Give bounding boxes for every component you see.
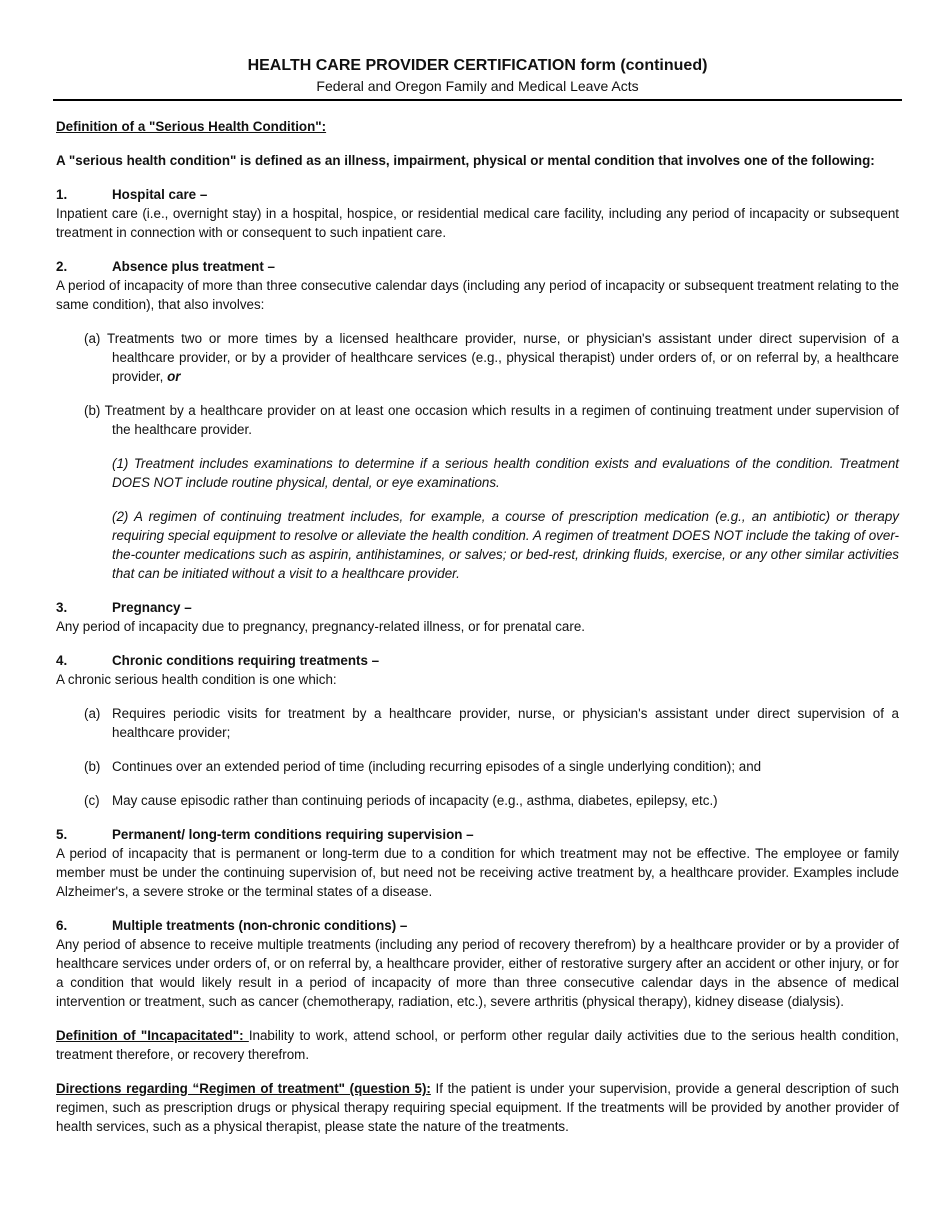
section-body: Any period of absence to receive multiple treatments (including any period of recovery therefrom) by a healthcare provider or by a provider of healthcare services under orders of, or on referral by, a healthcare provider, either of restorative surgery after an accident or other injury, or for a condition that would likely result in a period of incapacity of more than three consecutive calendar days in the absence of medical intervention or treatment, such as cancer (chemotherapy, radiation, etc.), severe arthritis (physical therapy), kidney disease (dialysis). xyxy=(56,937,899,1009)
form-header xyxy=(56,0,899,96)
section-title: Pregnancy – xyxy=(112,600,192,615)
section-body: A period of incapacity that is permanent or long-term due to a condition for which treatment may not be effective. The employee or family member must be under the continuing supervision of, but need not be receiving active treatment by, a healthcare provider. Examples include Alzheimer's, a severe stroke or the terminal states of a disease. xyxy=(56,846,899,899)
section-heading xyxy=(56,651,899,670)
incapacitated-definition xyxy=(56,1026,899,1064)
directions-text: If the patient is under your supervision, provide a general description of such regimen, such as prescription drugs or physical therapy requiring special equipment. If the treatments will be provided by another provider of health services, such as a physical therapist, please state the nature of the treatments. xyxy=(56,1081,899,1134)
section-body: A chronic serious health condition is one which: xyxy=(56,672,337,687)
list-item-text: May cause episodic rather than continuing periods of incapacity (e.g., asthma, diabetes, epilepsy, etc.) xyxy=(112,793,718,808)
list-item-text: Requires periodic visits for treatment by a healthcare provider, nurse, or physician's assistant under direct supervision of a healthcare provider; xyxy=(112,706,899,740)
incapacitated-text: Inability to work, attend school, or perform other regular daily activities due to the serious health condition, treatment therefore, or recovery therefrom. xyxy=(56,1028,899,1062)
list-item-text: (a) Treatments two or more times by a licensed healthcare provider, nurse, or physician's assistant under direct supervision of a healthcare provider, or by a provider of healthcare services (e.g., physical therapist) under orders of, or on referral by, a healthcare provider, xyxy=(84,331,899,384)
section-chronic-conditions xyxy=(56,651,899,810)
list-item-letter: (b) xyxy=(84,759,101,774)
section-title: Absence plus treatment – xyxy=(112,259,275,274)
definition-intro: A "serious health condition" is defined as an illness, impairment, physical or mental condition that involves one of the following: xyxy=(56,153,875,168)
section-heading xyxy=(56,185,899,204)
note-treatment: (1) Treatment includes examinations to determine if a serious health condition exists and evaluations of the condition. Treatment DOES NOT include routine physical, dental, or eye examinations. xyxy=(112,456,899,490)
section-heading xyxy=(56,916,899,935)
list-item-text: Continues over an extended period of time (including recurring episodes of a single underlying condition); and xyxy=(112,759,762,774)
list-item-a xyxy=(84,329,899,386)
section-body: Inpatient care (i.e., overnight stay) in a hospital, hospice, or residential medical care facility, including any period of incapacity or subsequent treatment in connection with or consequent to such inpatient care. xyxy=(56,206,899,240)
list-item xyxy=(84,704,899,742)
section-number: 4. xyxy=(56,653,68,668)
section-absence-plus-treatment xyxy=(56,257,899,583)
incapacitated-label: Definition of "Incapacitated": xyxy=(56,1028,249,1043)
section-permanent-conditions xyxy=(56,825,899,901)
form-title: HEALTH CARE PROVIDER CERTIFICATION form (continued) xyxy=(247,57,708,74)
section-title: Permanent/ long-term conditions requiring supervision – xyxy=(112,827,474,842)
section-title: Multiple treatments (non-chronic conditions) – xyxy=(112,918,408,933)
list-item-letter: (c) xyxy=(84,793,100,808)
note-regimen: (2) A regimen of continuing treatment includes, for example, a course of prescription medication (e.g., an antibiotic) or therapy requiring special equipment to resolve or alleviate the health condition. A regimen of treatment DOES NOT include the taking of over-the-counter medications such as aspirin, antihistamines, or salves; or bed-rest, drinking fluids, exercise, or any other similar activities that can be initiated without a visit to a healthcare provider. xyxy=(112,509,899,581)
list-item xyxy=(84,757,899,776)
section-number: 6. xyxy=(56,918,68,933)
section-heading xyxy=(56,598,899,617)
directions-label: Directions regarding “Regimen of treatment" (question 5): xyxy=(56,1081,431,1096)
list-item-letter: (a) xyxy=(84,706,101,721)
section-body: Any period of incapacity due to pregnancy, pregnancy-related illness, or for prenatal care. xyxy=(56,619,585,634)
header-divider xyxy=(53,99,902,101)
section-heading xyxy=(56,257,899,276)
form-content xyxy=(56,117,899,1136)
definition-heading: Definition of a "Serious Health Condition": xyxy=(56,119,327,134)
section-multiple-treatments xyxy=(56,916,899,1011)
section-number: 1. xyxy=(56,187,68,202)
section-title: Chronic conditions requiring treatments – xyxy=(112,653,380,668)
form-subtitle: Federal and Oregon Family and Medical Leave Acts xyxy=(316,78,639,94)
section-number: 2. xyxy=(56,259,68,274)
or-word: or xyxy=(167,369,181,384)
section-title: Hospital care – xyxy=(112,187,208,202)
section-number: 5. xyxy=(56,827,68,842)
regimen-directions xyxy=(56,1079,899,1136)
section-number: 3. xyxy=(56,600,68,615)
section-pregnancy xyxy=(56,598,899,636)
list-item-b: (b) Treatment by a healthcare provider on at least one occasion which results in a regimen of continuing treatment under supervision of the healthcare provider. xyxy=(84,403,899,437)
section-hospital-care xyxy=(56,185,899,242)
list-item xyxy=(84,791,899,810)
section-heading xyxy=(56,825,899,844)
section-body: A period of incapacity of more than three consecutive calendar days (including any period of incapacity or subsequent treatment relating to the same condition), that also involves: xyxy=(56,278,899,312)
